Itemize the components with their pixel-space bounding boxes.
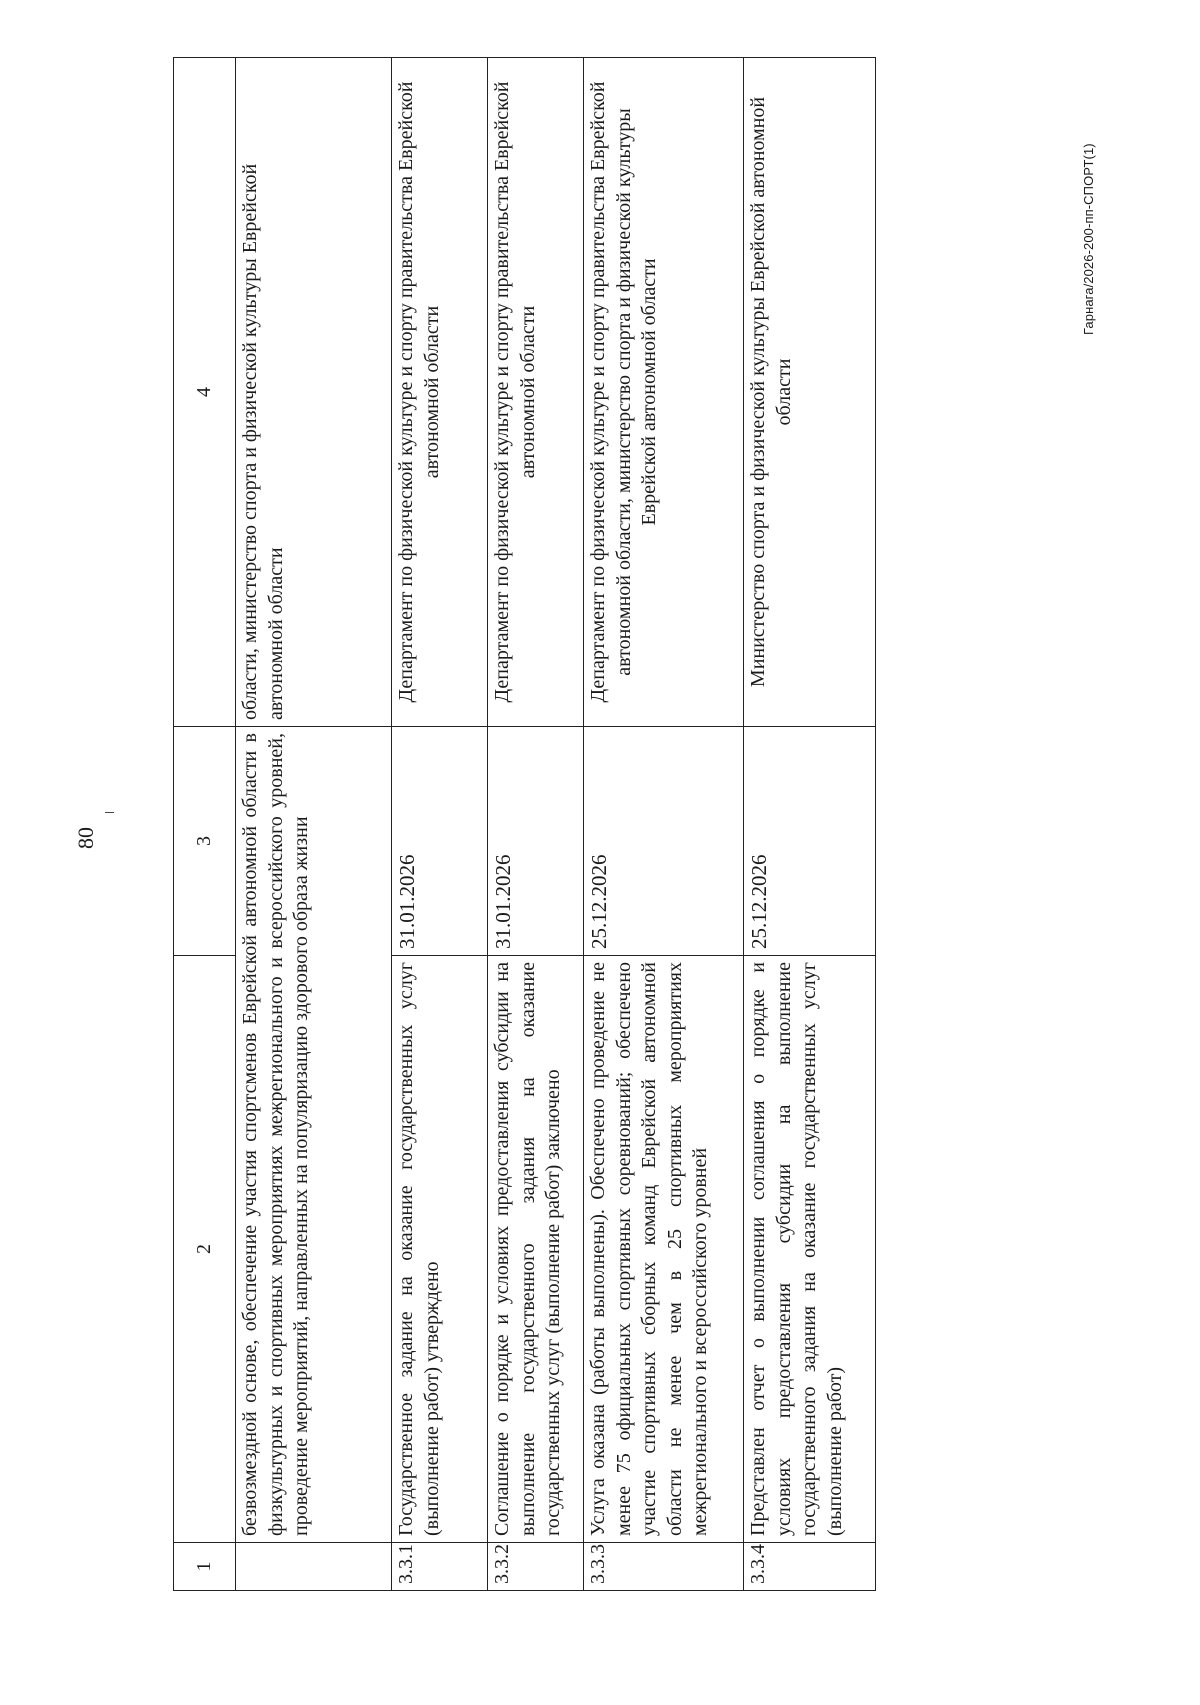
row-date: 25.12.2026 <box>584 727 744 956</box>
continuation-text: безвозмездной основе, обеспечение участия спортсменов Еврейской автономной области в физкультурных и спортивных мероприятиях межрегионального и всероссийского уровней, проведение мероприятий, направленных на популяризацию здорового образа жизни <box>236 727 392 1543</box>
page-number: 80 <box>73 827 98 849</box>
header-col-2: 2 <box>174 956 236 1543</box>
row-number: 3.3.2 <box>488 1543 584 1591</box>
row-date: 31.01.2026 <box>392 727 488 956</box>
table-row <box>488 58 584 1591</box>
row-number: 3.3.1 <box>392 1543 488 1591</box>
table-row <box>584 58 744 1591</box>
header-row <box>174 58 236 1591</box>
row-description: Соглашение о порядке и условиях предоставления субсидии на выполнение государственного задания на оказание государственных услуг (выполнение работ) заключено <box>488 956 584 1543</box>
row-description: Услуга оказана (работы выполнены). Обеспечено проведение не менее 75 официальных спортивных соревнований; обеспечено участие спортивных сборных команд Еврейской автономной области не менее чем в 25 спортивных мероприятиях межрегионального и всероссийского уровней <box>584 956 744 1543</box>
row-date: 31.01.2026 <box>488 727 584 956</box>
row-responsible: Департамент по физической культуре и спорту правительства Еврейской автономной области, министерство спорта и физической культуры Еврейской автономной области <box>584 58 744 727</box>
header-col-3: 3 <box>174 727 236 956</box>
row-responsible: Министерство спорта и физической культуры Еврейской автономной области <box>744 58 876 727</box>
continuation-row <box>236 58 392 1591</box>
header-col-4: 4 <box>174 58 236 727</box>
row-responsible: Департамент по физической культуре и спорту правительства Еврейской автономной области <box>488 58 584 727</box>
footer-code: Гарнага/2026-200-пп-СПОРТ(1) <box>1081 143 1096 335</box>
row-responsible: Департамент по физической культуре и спорту правительства Еврейской автономной области <box>392 58 488 727</box>
table-row <box>744 58 876 1591</box>
row-date: 25.12.2026 <box>744 727 876 956</box>
row-description: Представлен отчет о выполнении соглашения о порядке и условиях предоставления субсидии на выполнение государственного задания на оказание государственных услуг (выполнение работ) <box>744 956 876 1543</box>
plan-table <box>173 57 876 1591</box>
table-row <box>392 58 488 1591</box>
continuation-responsible: области, министерство спорта и физической культуры Еврейской автономной области <box>236 58 392 727</box>
header-col-1: 1 <box>174 1543 236 1591</box>
scan-mark <box>105 812 114 813</box>
row-number: 3.3.4 <box>744 1543 876 1591</box>
row-description: Государственное задание на оказание государственных услуг (выполнение работ) утверждено <box>392 956 488 1543</box>
row-number: 3.3.3 <box>584 1543 744 1591</box>
continuation-num-cell <box>236 1543 392 1591</box>
